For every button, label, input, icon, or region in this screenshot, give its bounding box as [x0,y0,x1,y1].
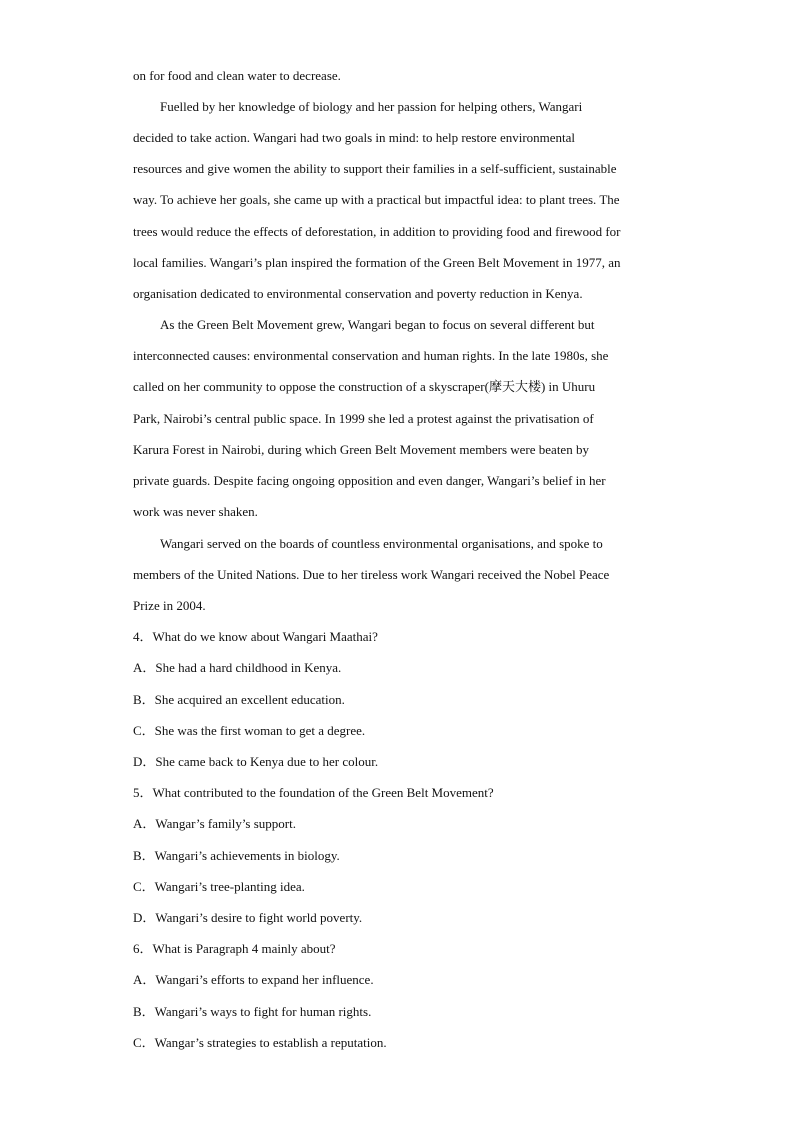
passage-line: work was never shaken. [133,504,258,519]
answer-option: C．Wangari’s tree-planting idea. [133,879,305,894]
answer-option: B．She acquired an excellent education. [133,692,345,707]
question-stem: 4．What do we know about Wangari Maathai? [133,629,378,644]
passage-line: Park, Nairobi’s central public space. In 1999 she led a protest against the privatisation of [133,411,594,426]
answer-option: A．Wangar’s family’s support. [133,816,296,831]
answer-option: D．She came back to Kenya due to her colour. [133,754,379,769]
passage-line: Fuelled by her knowledge of biology and her passion for helping others, Wangari [160,99,583,114]
passage-line: organisation dedicated to environmental conservation and poverty reduction in Kenya. [133,286,583,301]
answer-option: A．She had a hard childhood in Kenya. [133,660,342,675]
passage-line: decided to take action. Wangari had two goals in mind: to help restore environmental [133,130,576,145]
question-stem: 6．What is Paragraph 4 mainly about? [133,941,336,956]
passage-line: trees would reduce the effects of deforestation, in addition to providing food and firewood for [133,224,621,239]
passage-line: members of the United Nations. Due to her tireless work Wangari received the Nobel Peace [133,567,610,582]
passage-line: Prize in 2004. [133,598,206,613]
passage-line: Wangari served on the boards of countless environmental organisations, and spoke to [160,536,603,551]
answer-option: C．Wangar’s strategies to establish a reputation. [133,1035,387,1050]
passage-line: interconnected causes: environmental conservation and human rights. In the late 1980s, she [133,348,609,363]
passage-line: Karura Forest in Nairobi, during which Green Belt Movement members were beaten by [133,442,589,457]
passage-line: local families. Wangari’s plan inspired the formation of the Green Belt Movement in 1977, an [133,255,621,270]
passage-line: private guards. Despite facing ongoing opposition and even danger, Wangari’s belief in her [133,473,606,488]
passage-line: on for food and clean water to decrease. [133,68,341,83]
answer-option: B．Wangari’s achievements in biology. [133,848,340,863]
answer-option: D．Wangari’s desire to fight world poverty. [133,910,363,925]
answer-option: C．She was the first woman to get a degree. [133,723,366,738]
passage-line: way. To achieve her goals, she came up with a practical but impactful idea: to plant trees. The [133,192,620,207]
passage-line: resources and give women the ability to support their families in a self-sufficient, sustainable [133,161,617,176]
answer-option: A．Wangari’s efforts to expand her influence. [133,972,374,987]
question-stem: 5．What contributed to the foundation of the Green Belt Movement? [133,785,494,800]
answer-option: B．Wangari’s ways to fight for human rights. [133,1004,372,1019]
passage-line: As the Green Belt Movement grew, Wangari began to focus on several different but [160,317,595,332]
passage-line: called on her community to oppose the construction of a skyscraper(摩天大楼) in Uhuru [133,379,596,394]
